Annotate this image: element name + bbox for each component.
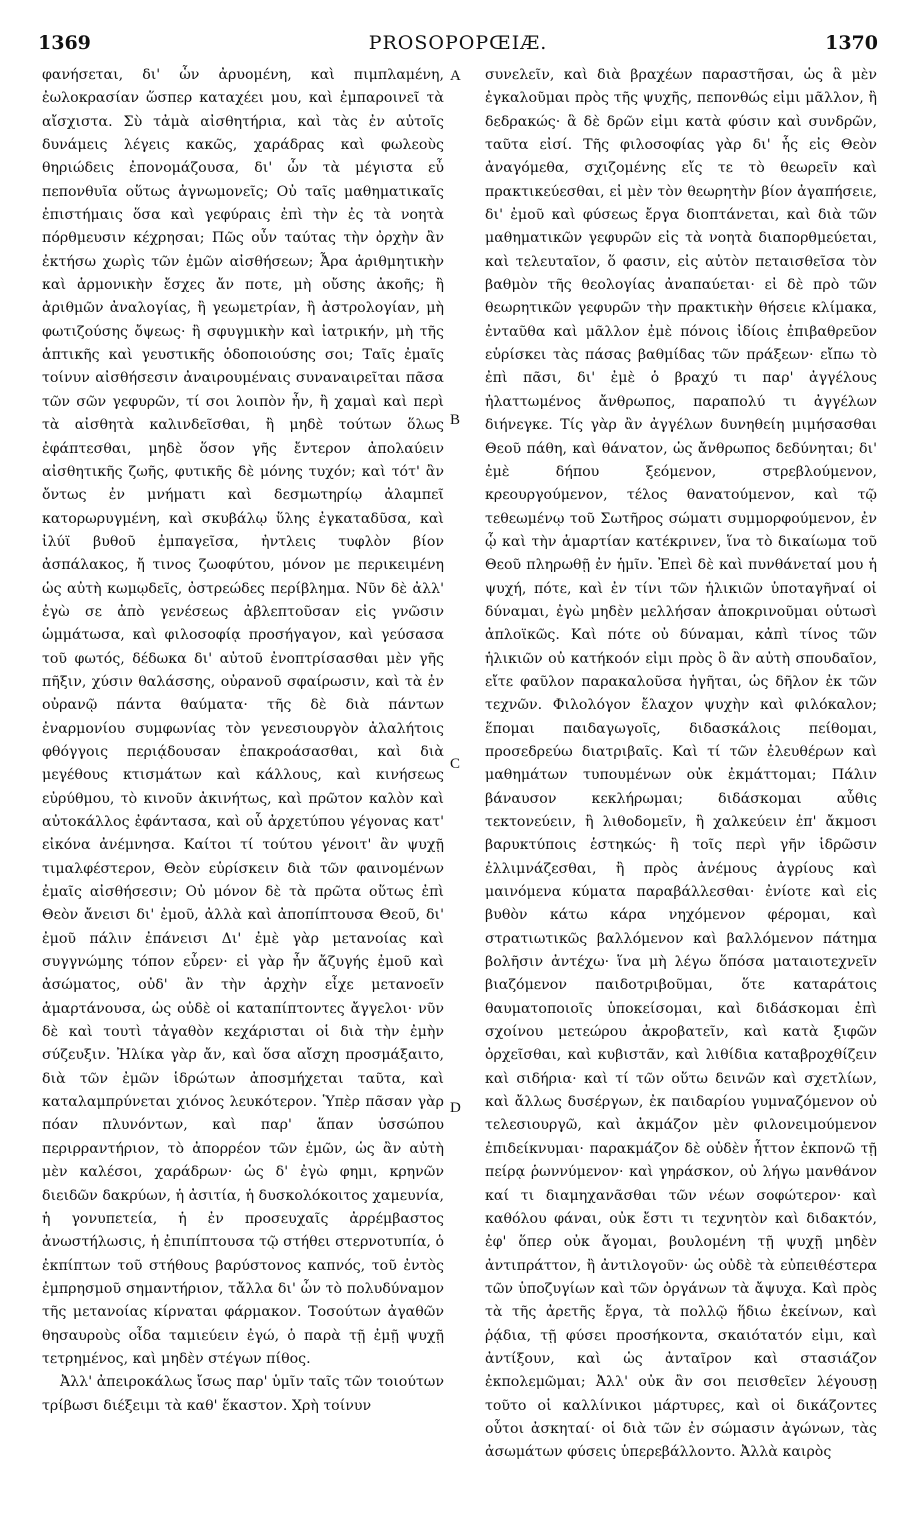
right-page-number: 1370 [825, 32, 878, 54]
left-page-number: 1369 [38, 32, 91, 54]
left-column [42, 64, 444, 1418]
margin-marker-b: B [450, 412, 461, 428]
running-title: PROSOPOPŒIÆ. [368, 32, 548, 54]
right-column [485, 64, 877, 1465]
margin-marker-d: D [450, 1100, 461, 1116]
page-header [38, 32, 878, 56]
left-column-paragraph: φανήσεται, δι' ὧν ἀρυομένη, καὶ πιμπλαμένη, ἐωλοκρασίαν ὥσπερ καταχέει μου, καὶ ἐμπαροινεῖ τὰ αἴσχιστα. Σὺ τἀμὰ αἰσθητήρια, καὶ τὰς ἐν αὐτοῖς δυνάμεις λέγεις κακῶς, χαράδρας καὶ φωλεοὺς θηριώδεις ἐπονομάζουσα, δι' ὧν τὰ μέγιστα εὖ πεπονθυῖα οὕτως ἀγνωμονεῖς; Οὐ ταῖς μαθηματικαῖς ἐπιστήμαις ὅσα καὶ γεφύραις ἐπὶ τὴν ἐς τὰ νοητὰ πόρθμευσιν κέχρησαι; Πῶς οὖν ταύτας τὴν ὀρχὴν ἂν ἐκτήσω χωρὶς τῶν ἐμῶν αἰσθήσεων; Ἆρα ἀριθμητικὴν καὶ ἁρμονικὴν ἔσχες ἄν ποτε, μὴ οὔσης ἀκοῆς; ἢ ἀριθμῶν ἀναλογίας, ἢ γεωμετρίαν, ἢ ἀστρολογίαν, μὴ φωτιζούσης ὄψεως· ἢ σφυγμικὴν καὶ ἰατρικήν, μὴ τῆς ἁπτικῆς καὶ γευστικῆς ὁδοποιούσης σοι; Ταῖς ἐμαῖς τοίνυν αἰσθήσεσιν ἀναιρουμέναις συναναιρεῖται πᾶσα τῶν σῶν γεφυρῶν, τί σοι λοιπὸν ἦν, ἢ χαμαὶ καὶ περὶ τὰ αἰσθητὰ καλινδεῖσθαι, ἢ μηδὲ τούτων ὅλως ἐφάπτεσθαι, μηδὲ ὅσον γῆς ἔντερον ἀπολαύειν αἰσθητικῆς ζωῆς, φυτικῆς δὲ μόνης τυχόν; καὶ τότ' ἂν ὄντως ἐν μνήματι καὶ δεσμωτηρίῳ ἀλαμπεῖ κατορωρυγμένη, καὶ σκυβάλῳ ὕλης ἐγκαταδῦσα, καὶ ἰλύϊ βυθοῦ ἐμπαγεῖσα, ἠντλεις τυφλὸν βίον ἀσπάλακος, ἤ τινος ζωοφύτου, μόνον με περικειμένη ὡς αὐτὴ κωμῳδεῖς, ὀστρεώδες περίβλημα. Νῦν δὲ ἀλλ' ἐγὼ σε ἀπὸ γενέσεως ἀβλεπτοῦσαν εἰς γνῶσιν ὡμμάτωσα, καὶ φιλοσοφίᾳ προσήγαγον, καὶ γεύσασα τοῦ φωτός, δέδωκα δι' αὐτοῦ ἐνοπτρίσασθαι μὲν γῆς πῆξιν, χύσιν θαλάσσης, οὐρανοῦ σφαίρωσιν, καὶ τὰ ἐν οὐρανῷ πάντα θαύματα· τῆς δὲ διὰ πάντων ἐναρμονίου συμφωνίας τὸν γενεσιουργὸν ἀλαλήτοις φθόγγοις περιᾴδουσαν ἐπακροάσασθαι, καὶ διὰ μεγέθους κτισμάτων καὶ κάλλους, καὶ κινήσεως εὐρύθμου, τὸ κινοῦν ἀκινήτως, καὶ πρῶτον καλὸν καὶ αὐτοκάλλος ἐφάντασα, καὶ οὗ ἀρχετύπου γέγονας κατ' εἰκόνα ἀνέμνησα. Καίτοι τί τούτου γένοιτ' ἂν ψυχῇ τιμαλφέστερον, Θεὸν εὑρίσκειν διὰ τῶν φαινομένων ἐμαῖς αἰσθήσεσιν; Οὐ μόνον δὲ τὰ πρῶτα οὕτως ἐπὶ Θεὸν ἄνεισι δι' ἐμοῦ, ἀλλὰ καὶ ἀποπίπτουσα Θεοῦ, δι' ἐμοῦ πάλιν ἐπάνεισι Δι' ἐμὲ γὰρ μετανοίας καὶ συγγνώμης τόπον εὗρεν· εἰ γὰρ ἦν ἄζυγής ἐμοῦ καὶ ἀσώματος, οὐδ' ἂν τὴν ἀρχὴν εἶχε μετανοεῖν ἁμαρτάνουσα, ὡς οὐδὲ οἱ καταπίπτοντες ἄγγελοι· νῦν δὲ καὶ τουτὶ τἀγαθὸν κεχάρισται οἱ διὰ τὴν ἐμὴν σύζευξιν. Ἠλίκα γὰρ ἄν, καὶ ὅσα αἴσχη προσμάξαιτο, διὰ τῶν ἐμῶν ἱδρώτων ἀποσμήχεται ταῦτα, καὶ καταλαμπρύνεται χιόνος λευκότερον. Ὑπὲρ πᾶσαν γὰρ πόαν πλυνόντων, καὶ παρ' ἅπαν ὑσσώπου περιρραντήριον, τὸ ἀπορρέον τῶν ἐμῶν, ὡς ἂν αὐτὴ μὲν καλέσοι, χαράδρων· ὡς δ' ἐγὼ φημι, κρηνῶν διειδῶν δακρύων, ἡ ἀσιτία, ἡ δυσκολόκοιτος χαμευνία, ἡ γονυπετεία, ἡ ἐν προσευχαῖς ἀρρέμβαστος ἀνωστήλωσις, ἡ ἐπιπίπτουσα τῷ στήθει στερνοτυπία, ὁ ἐκπίπτων τοῦ στήθους βαρύστονος καπνός, τοῦ ἐντὸς ἐμπρησμοῦ σημαντήριον, τἄλλα δι' ὧν τὸ πολυδύναμον τῆς μετανοίας κίρναται φάρμακον. Τοσούτων ἀγαθῶν θησαυροὺς οἶδα ταμιεύειν ἐγώ, ὁ παρὰ τῇ ἐμῇ ψυχῇ τετρημένος, καὶ μηδὲν στέγων πίθος. [42, 67, 444, 1367]
margin-marker-c: C [450, 756, 461, 772]
margin-marker-a: A [450, 68, 461, 84]
left-column-paragraph: Ἀλλ' ἀπειροκάλως ἴσως παρ' ὑμῖν ταῖς τῶν τοιούτων τρίβωσι διέξειμι τὰ καθ' ἕκαστον. Χρὴ τοίνυν [42, 1374, 444, 1414]
right-column-paragraph: συνελεῖν, καὶ διὰ βραχέων παραστῆσαι, ὡς ἃ μὲν ἐγκαλοῦμαι πρὸς τῆς ψυχῆς, πεπονθώς εἰμι μᾶλλον, ἢ δεδρακώς· ἃ δὲ δρῶν εἰμι κατὰ φύσιν καὶ συνδρῶν, ταῦτα εἰσί. Τῆς φιλοσοφίας γὰρ δι' ἧς εἰς Θεὸν ἀναγόμεθα, σχιζομένης εἴς τε τὸ θεωρεῖν καὶ πρακτικεύεσθαι, εἰ μὲν τὸν θεωρητὴν βίον ἀγαπήσειε, δι' ἐμοῦ καὶ φύσεως ἔργα διοπτάνεται, καὶ διὰ τῶν μαθηματικῶν γεφυρῶν εἰς τὰ νοητὰ διαπορθμεύεται, καὶ τελευταῖον, ὅ φασιν, εἰς αὐτὸν πεταισθεῖσα τὸν βαθμὸν τῆς θεολογίας ἀναπαύεται· εἰ δὲ πρὸ τῶν θεωρητικῶν γεφυρῶν τὴν πρακτικὴν θήσειε κλίμακα, ἐνταῦθα καὶ μᾶλλον ἐμὲ πόνοις ἰδίοις ἐπιβαθρεῦον εὑρίσκει τὰς πάσας βαθμίδας τῶν πράξεων· εἴπω τὸ ἐπὶ πᾶσι, δι' ἐμὲ ὁ βραχύ τι παρ' ἀγγέλους ἠλαττωμένος ἄνθρωπος, παραπολύ τι ἀγγέλων διήνεγκε. Τίς γὰρ ἂν ἀγγέλων δυνηθείη μιμήσασθαι Θεοῦ πάθη, καὶ θάνατον, ὡς ἄνθρωπος δεδύνηται; δι' ἐμὲ δήπου ξεόμενον, στρεβλούμενον, κρεουργούμενον, τέλος θανατούμενον, καὶ τῷ τεθεωμένῳ τοῦ Σωτῆρος σώματι συμμορφούμενον, ἐν ᾧ καὶ τὴν ἁμαρτίαν κατέκρινεν, ἵνα τὸ δικαίωμα τοῦ Θεοῦ πληρωθῇ ἐν ἡμῖν. Ἐπεὶ δὲ καὶ πυνθάνεταί μου ἡ ψυχή, πότε, καὶ ἐν τίνι τῶν ἡλικιῶν ὑποταγῆναί οἱ δύναμαι, ἐγὼ μηδὲν μελλήσαν ἀποκρινοῦμαι οὑτωσὶ ἀπλοϊκῶς. Καὶ πότε οὐ δύναμαι, κἀπὶ τίνος τῶν ἡλικιῶν οὐ κατήκοόν εἰμι πρὸς ὃ ἂν αὐτὴ σπουδαῖον, εἴτε φαῦλον παρακαλοῦσα ἡγῆται, ὡς δῆλον ἐκ τῶν τεχνῶν. Φιλολόγον ἔλαχον ψυχὴν καὶ φιλόκαλον; ἕπομαι παιδαγωγοῖς, διδασκάλοις πείθομαι, προσεδρεύω διατριβαῖς. Καὶ τί τῶν ἐλευθέρων καὶ μαθημάτων τυπουμένων οὐκ ἐκμάττομαι; Πάλιν βάναυσον κεκλήρωμαι; διδάσκομαι αὖθις τεκτονεύειν, ἢ λιθοδομεῖν, ἢ χαλκεύειν ἐπ' ἄκμοσι βαρυκτύποις ἑστηκώς· ἢ τοῖς περὶ γῆν ἱδρῶσιν ἐλλιμνάζεσθαι, ἢ πρὸς ἀνέμους ἀγρίους καὶ μαινόμενα κύματα παραβάλλεσθαι· ἐνίοτε καὶ εἰς βυθὸν κάτω κάρα νηχόμενον φέρομαι, καὶ στρατιωτικῶς βαλλόμενον καὶ βαλλόμενον πάτημα βολῆσιν ἀντέχω· ἵνα μὴ λέγω ὅπόσα ματαιοτεχνεῖν βιαζόμενον παιδοτριβοῦμαι, ὅτε καταράτοις θαυματοποιοῖς ὑποκείσομαι, καὶ διδάσκομαι ἐπὶ σχοίνου μετεώρου ἀκροβατεῖν, καὶ κατὰ ξιφῶν ὀρχεῖσθαι, καὶ κυβιστᾶν, καὶ λιθίδια καταβροχθίζειν καὶ σιδήρια· καὶ τί τῶν οὕτω δεινῶν καὶ σχετλίων, καὶ ἄλλως δυσέργων, ἐκ παιδαρίου γυμναζόμενον οὐ τελεσιουργῶ, καὶ ἀκμάζον μὲν φιλονειμούμενον ἐπιδείκνυμαι· παρακμάζον δὲ οὐδὲν ἧττον ἐκπονῶ τῇ πείρᾳ ῥωννύμενον· καὶ γηράσκον, οὐ λήγω μανθάνον καί τι διαμηχανᾶσθαι τῶν νέων σοφώτερον· καὶ καθόλου φάναι, οὐκ ἔστι τι τεχνητὸν καὶ διδακτόν, ἐφ' ὅπερ οὐκ ἄγομαι, βουλομένη τῇ ψυχῇ μηδὲν ἀντιπράττον, ἢ ἀντιλογοῦν· ὡς οὐδὲ τὰ εὐπειθέστερα τῶν ὑποζυγίων καὶ τῶν ὀργάνων τὰ ἄψυχα. Καὶ πρὸς τὰ τῆς ἀρετῆς ἔργα, τὰ πολλῷ ἥδιω ἐκείνων, καὶ ῥᾴδια, τῇ φύσει προσήκοντα, σκαιότατόν εἰμι, καὶ ἀντίξουν, καὶ ὡς ἀνταῖρον καὶ στασιάζον ἐκπολεμῶμαι; Ἀλλ' οὐκ ἂν σοι πεισθεῖεν λέγουσῃ τοῦτο οἱ καλλίνικοι μάρτυρες, καὶ οἱ δικάζοντες οὗτοι ἀσκηταί· οἱ διὰ τῶν ἐν σώμασιν ἀγώνων, τὰς ἀσωμάτων φύσεις ὑπερεβάλλοντο. Ἀλλὰ καιρὸς [485, 67, 877, 1461]
